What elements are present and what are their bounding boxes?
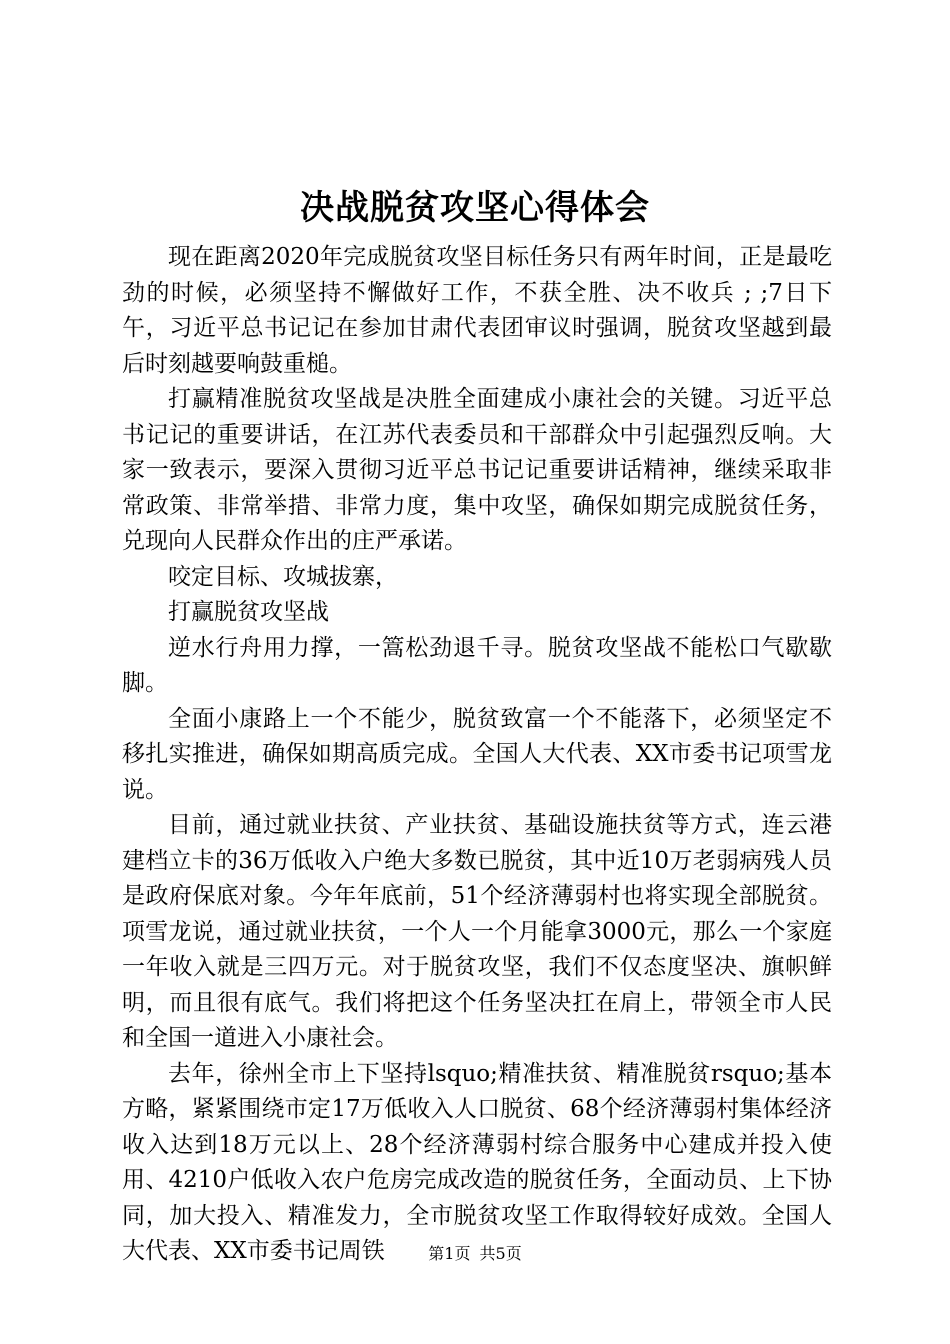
paragraph: 现在距离2020年完成脱贫攻坚目标任务只有两年时间，正是最吃劲的时候，必须坚持不懈做好工作，不获全胜、决不收兵 ; ;7日下午，习近平总书记记在参加甘肃代表团审议时强调，脱贫攻坚越到最后时刻越要响鼓重槌。 (122, 244, 832, 377)
page-number: 第1页 (428, 1244, 471, 1263)
document-title: 决战脱贫攻坚心得体会 (300, 188, 650, 228)
paragraph: 去年，徐州全市上下坚持lsquo;精准扶贫、精准脱贫rsquo;基本方略，紧紧围绕市定17万低收入人口脱贫、68个经济薄弱村集体经济收入达到18万元以上、28个经济薄弱村综合服务中心建成并投入使用、4210户低收入农户危房完成改造的脱贫任务，全面动员、上下协同，加大投入、精准发力，全市脱贫攻坚工作取得较好成效。全国人大代表、XX市委书记周铁 (122, 1060, 832, 1264)
paragraph: 全面小康路上一个不能少，脱贫致富一个不能落下，必须坚定不移扎实推进，确保如期高质完成。全国人大代表、XX市委书记项雪龙说。 (122, 705, 832, 803)
paragraph: 目前，通过就业扶贫、产业扶贫、基础设施扶贫等方式，连云港建档立卡的36万低收入户绝大多数已脱贫，其中近10万老弱病残人员是政府保底对象。今年年底前，51个经济薄弱村也将实现全部脱贫。项雪龙说，通过就业扶贫，一个人一个月能拿3000元，那么一个家庭一年收入就是三四万元。对于脱贫攻坚，我们不仅态度坚决、旗帜鲜明，而且很有底气。我们将把这个任务坚决扛在肩上，带领全市人民和全国一道进入小康社会。 (122, 812, 832, 1051)
paragraph: 咬定目标、攻城拔寨， (168, 563, 398, 590)
page-footer (0, 1243, 950, 1265)
paragraph: 逆水行舟用力撑，一篙松劲退千寻。脱贫攻坚战不能松口气歇歇脚。 (122, 634, 832, 696)
paragraph: 打赢脱贫攻坚战 (168, 599, 329, 625)
paragraph: 打赢精准脱贫攻坚战是决胜全面建成小康社会的关键。习近平总书记记的重要讲话，在江苏代表委员和干部群众中引起强烈反响。大家一致表示，要深入贯彻习近平总书记记重要讲话精神，继续采取非常政策、非常举措、非常力度，集中攻坚，确保如期完成脱贫任务，兑现向人民群众作出的庄严承诺。 (122, 386, 832, 554)
document-body (122, 240, 832, 1270)
page-total: 共5页 (479, 1244, 522, 1263)
